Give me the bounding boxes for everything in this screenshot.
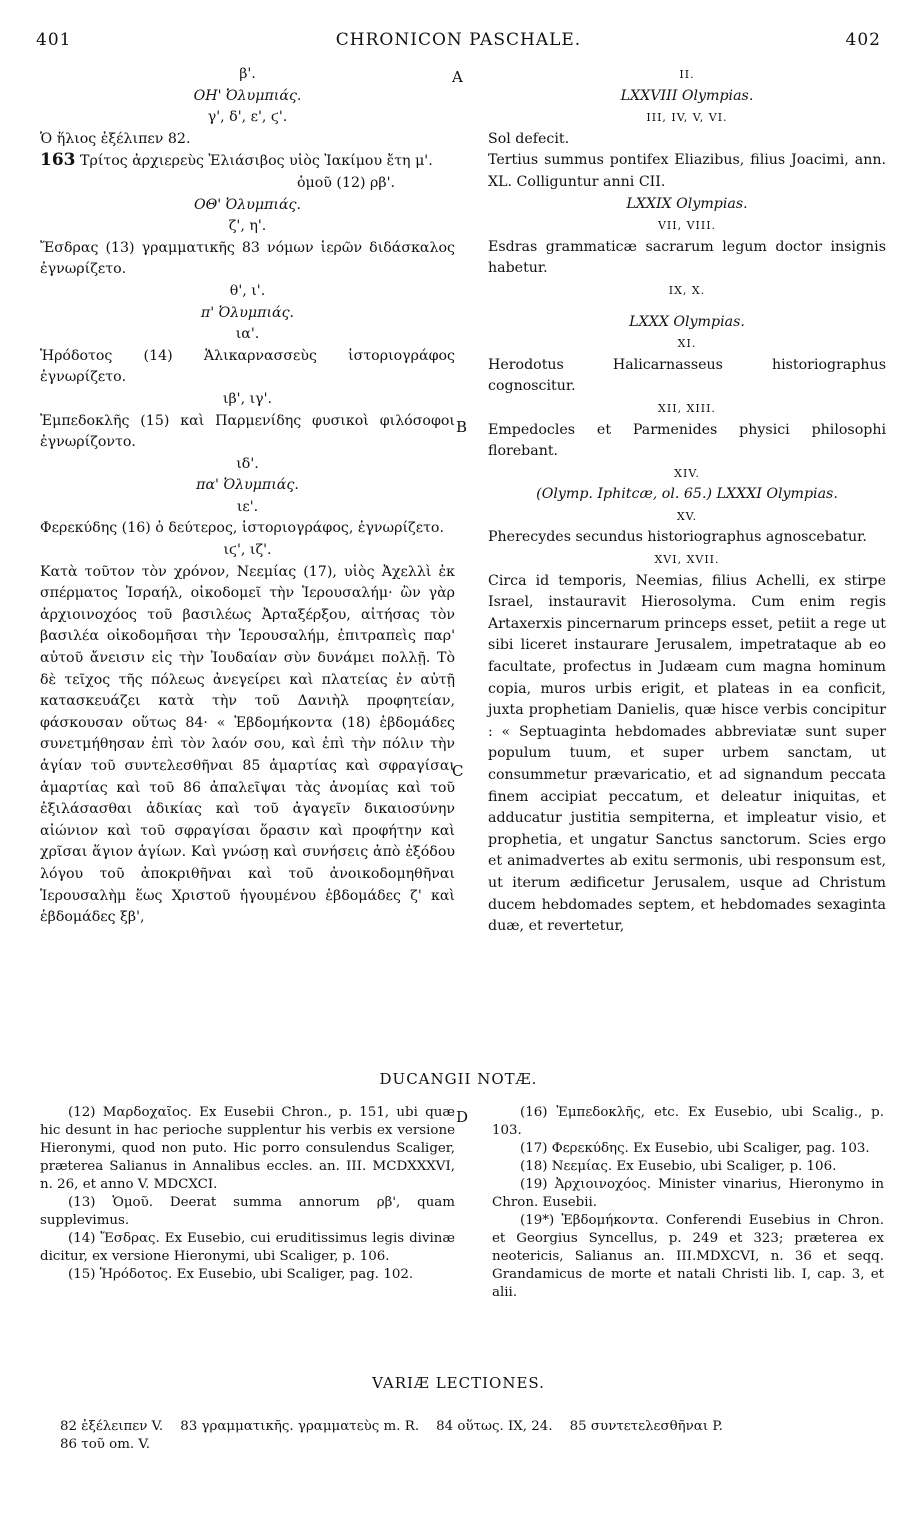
olympiad-heading: πα' Ὀλυμπιάς. [196,477,299,494]
greek-column [40,64,455,929]
olympiad-heading: ΟΗ' Ὀλυμπιάς. [193,87,302,104]
year-numeral: VII, VIII. [657,219,717,233]
variants-title: VARIÆ LECTIONES. [372,1374,545,1392]
page-number-left: 401 [36,30,72,50]
paragraph: Κατὰ τοῦτον τὸν χρόνον, Νεεμίας (17), υἱὸς Ἀχελλὶ ἐκ σπέρματος Ἰσραήλ, οἰκοδομεῖ τὴν Ἱερουσαλήμ· ὢν γὰρ ἀρχιοινοχόος τοῦ βασιλέως Ἀρταξέρξου, αἰτήσας τὸν βασιλέα οἰκοδομῆσαι τὴν Ἱερουσαλήμ, ἐπιτραπεὶς παρ' αὐτοῦ ἄνεισιν εἰς τὴν Ἰουδαίαν σὺν δυνάμει πολλῇ. Τὸ δὲ τεῖχος τῆς πόλεως ἀνεγείρει καὶ πλατείας ἐν αὐτῇ κατασκευάζει κατὰ τὴν τοῦ Δανιὴλ προφητείαν, φάσκουσαν οὕτως 84· « Ἑβδομήκοντα (18) ἑβδομάδες συνετμήθησαν ἐπὶ τὸν λαόν σου, καὶ ἐπὶ τὴν πόλιν τὴν ἁγίαν τοῦ συντελεσθῆναι 85 ἁμαρτίας καὶ σφραγίσαι ἁμαρτίας καὶ τοῦ 86 ἀπαλεῖψαι τὰς ἀνομίας καὶ τοῦ ἐξιλάσασθαι ἀδικίας καὶ τοῦ ἀγαγεῖν δικαιοσύνην αἰώνιον καὶ τοῦ σφραγίσαι ὅρασιν καὶ προφήτην καὶ χρῖσαι ἅγιον ἁγίων. Καὶ γνώσῃ καὶ συνήσεις ἀπὸ ἐξόδου λόγου τοῦ ἀποκριθῆναι καὶ τοῦ ἀνοικοδομηθῆναι Ἱερουσαλὴμ ἕως Χριστοῦ ἡγουμένου ἑβδομάδες ζ' καὶ ἑβδομάδες ξβ', [40,563,455,926]
margin-letter-b: B [456,418,468,436]
margin-letter-a: A [452,68,463,86]
year-numeral: XV. [676,509,698,523]
note: (12) Μαρδοχαῖος. Ex Eusebii Chron., p. 151, ubi quæ hic desunt in hac perioche supplentur his verbis ex versione Hieronymi, quod non puto. Hic porro consulendus Scaliger, præterea Salianus in Annalibus eccles. an. III. MCDXXXVI, n. 26, et anno V. MDCXCI. [40,1105,455,1192]
year-numeral: ιε'. [236,498,259,515]
paragraph: Φερεκύδης (16) ὁ δεύτερος, ἱστοριογράφος, ἐγνωρίζετο. [40,520,444,537]
paragraph: Τρίτος ἀρχιερεὺς Ἐλιάσιβος υἱὸς Ἰακίμου ἔτη μ'. [80,153,433,170]
year-numeral: XVI, XVII. [654,553,720,567]
note: (14) Ἔσδρας. Ex Eusebio, cui eruditissimus legis divinæ dicitur, ex versione Hieronymi, ubi Scaliger, p. 106. [40,1231,455,1264]
olympiad-heading: π' Ὀλυμπιάς. [200,304,295,321]
year-numeral: ιϛ', ιζ'. [223,542,272,559]
year-numeral: II. [679,68,695,81]
paragraph: Herodotus Halicarnasseus historiographus cognoscitur. [488,356,886,395]
year-numeral: IX, X. [668,283,706,297]
year-numeral: III, IV, V, VI. [646,111,728,125]
year-numeral: ιβ', ιγ'. [222,390,273,407]
note: (18) Νεεμίας. Ex Eusebio, ubi Scaliger, p. 106. [520,1159,837,1174]
paragraph: Ἔσδρας (13) γραμματικῆς 83 νόμων ἱερῶν διδάσκαλος ἐγνωρίζετο. [40,239,455,278]
year-numeral: XI. [677,337,697,351]
note: (16) Ἐμπεδοκλῆς, etc. Ex Eusebio, ubi Scalig., p. 103. [492,1105,884,1138]
variant-readings [60,1418,880,1454]
margin-letter-c: C [452,762,464,780]
note: (17) Φερεκύδης. Ex Eusebio, ubi Scaliger, pag. 103. [520,1141,870,1156]
year-numeral: XII, XIII. [658,401,716,415]
notes-left-column [40,1104,455,1284]
note: (13) Ὁμοῦ. Deerat summa annorum ρβ', quam supplevimus. [40,1195,455,1228]
olympiad-heading: (Olymp. Iphitcæ, ol. 65.) LXXXI Olympias. [536,486,838,503]
paragraph: Ὁ ἥλιος ἐξέλιπεν 82. [40,130,191,147]
olympiad-heading: LXXIX Olympias. [626,195,748,212]
paragraph: Pherecydes secundus historiographus agnoscebatur. [488,529,867,546]
paragraph: Tertius summus pontifex Eliazibus, filius Joacimi, ann. XL. Colliguntur anni CII. [488,152,886,190]
paragraph: Esdras grammaticæ sacrarum legum doctor insignis habetur. [488,238,886,277]
variant-line: 86 τοῦ om. V. [60,1437,151,1452]
paragraph: Ἐμπεδοκλῆς (15) καὶ Παρμενίδης φυσικοὶ φιλόσοφοι ἐγνωρίζοντο. [40,412,455,451]
paragraph: Sol defecit. [488,130,570,147]
margin-letter-d: D [456,1108,469,1126]
page-header [36,30,881,56]
year-numeral: γ', δ', ε', ϛ'. [207,109,288,126]
olympiad-heading: ΟΘ' Ὀλυμπιάς. [193,196,302,213]
note: (19) Ἀρχιοινοχόος. Minister vinarius, Hieronymo in Chron. Eusebii. [492,1177,884,1210]
running-title: CHRONICON PASCHALE. [335,30,582,50]
olympiad-heading: LXXX Olympias. [629,313,745,330]
year-numeral: ια'. [235,326,260,343]
year-numeral: XIV. [674,466,700,480]
paragraph: Ἡρόδοτος (14) Ἁλικαρνασσεὺς ἱστοριογράφος ἐγνωρίζετο. [40,347,455,386]
year-numeral: β'. [239,66,256,82]
latin-column [488,64,886,938]
note: (15) Ἡρόδοτος. Ex Eusebio, ubi Scaliger, pag. 102. [68,1267,414,1282]
notes-right-column [492,1104,884,1302]
year-numeral: ιδ'. [236,455,259,472]
sum-line: ὁμοῦ (12) ρβ'. [296,174,395,191]
note: (19*) Ἑβδομήκοντα. Conferendi Eusebius in Chron. et Georgius Syncellus, p. 249 et 323; præterea ex neotericis, Salianus an. III.MDXCVI, n. 36 et seqq. Grandamicus de morte et natali Christi lib. I, cap. 3, et alii. [492,1213,884,1300]
page-number-right: 402 [845,30,881,50]
olympiad-heading: LXXVIII Olympias. [620,87,754,104]
year-numeral: ζ', η'. [228,218,267,235]
notes-title: DUCANGII NOTÆ. [379,1070,538,1088]
year-numeral: θ', ι'. [229,282,266,299]
paragraph: Empedocles et Parmenides physici philosophi florebant. [488,421,886,460]
variant-line: 82 ἐξέλειπεν V. 83 γραμματικῆς. γραμματεὺς m. R. 84 οὕτως. IX, 24. 85 συντετελεσθῆναι P. [60,1419,723,1434]
marginal-number: 163 [40,150,76,171]
paragraph: Circa id temporis, Neemias, filius Achelli, ex stirpe Israel, instauravit Hierosolyma. Cum enim regis Artaxerxis pincernarum princeps esset, petiit a rege ut sibi liceret instaurare Jerusalem, impetrataque ab eo facultate, profectus in Judæam cum magna hominum copia, muros urbis erigit, et plateas in ea conficit, juxta prophetiam Danielis, quæ hisce verbis concipitur : « Septuaginta hebdomades abbreviatæ sunt super populum tuum, et super urbem sanctam, ut consummetur prævaricatio, et ad signandum peccata finem accipiat peccatum, et deleatur iniquitas, et adducatur justitia sempiterna, et impleatur visio, et prophetia, et ungatur Sanctus sanctorum. Scies ergo et animadvertes ab exitu sermonis, ubi responsum est, ut iterum ædificetur Jerusalem, usque ad Christum ducem hebdomades septem, et hebdomades sexaginta duæ, et revertetur, [488,572,886,935]
